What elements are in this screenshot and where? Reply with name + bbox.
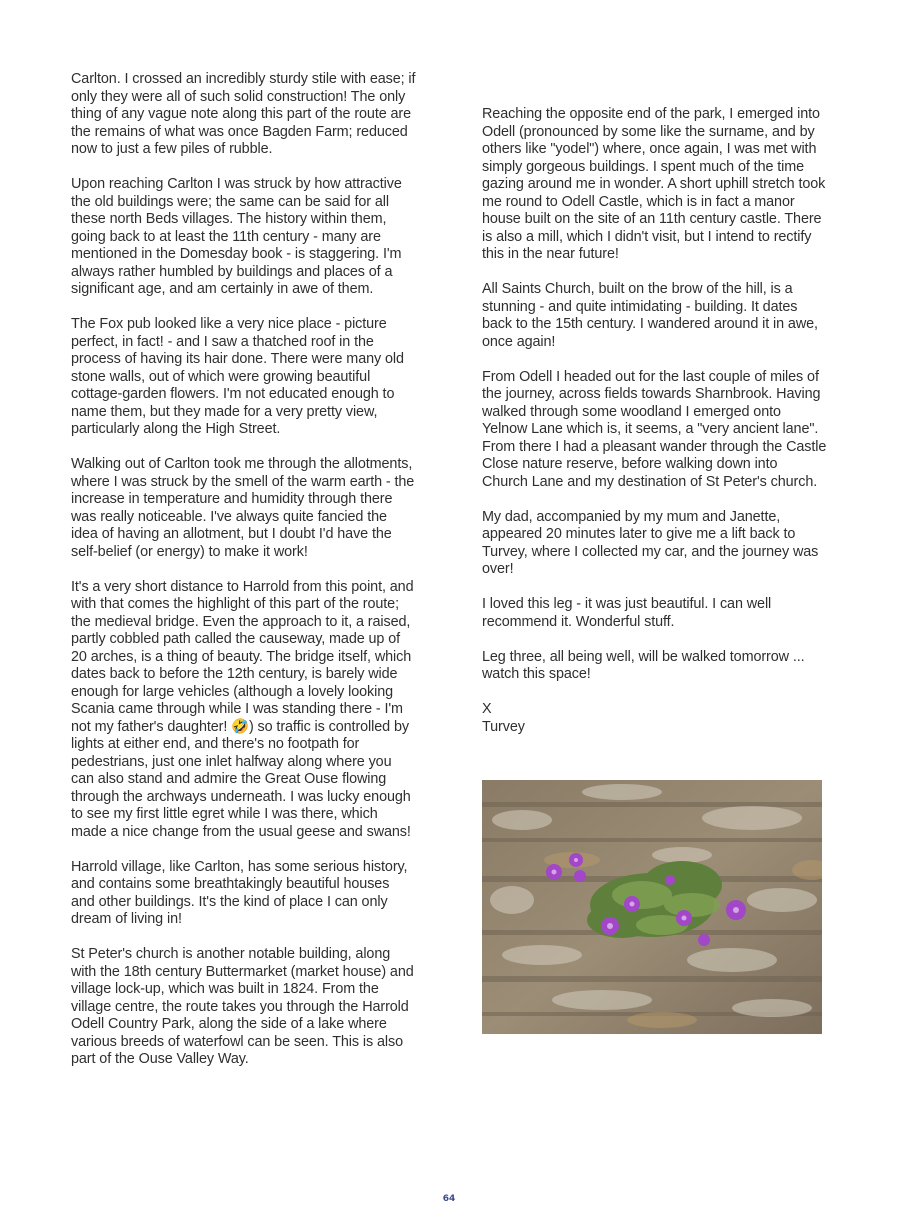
paragraph: Harrold village, like Carlton, has some serious history, and contains some breathtakingly beautiful houses and other buildings. It's the kind of place I can only dream of living in! [71, 858, 408, 927]
stone-wall-flowers-photo [482, 780, 822, 1034]
paragraph: Upon reaching Carlton I was struck by how attractive the old buildings were; the same can be said for all these north Beds villages. The history within them, going back to at least the 11th century - many are mentioned in the Domesday book - is staggering. I'm always rather humbled by buildings and places of a significant age, and am certainly in awe of them. [71, 176, 402, 297]
paragraph: Carlton. I crossed an incredibly sturdy stile with ease; if only they were all of such solid construction! The only thing of any vague note along this part of the route are the remains of what was once Bagden Farm; reduced now to just a few piles of rubble. [71, 71, 416, 157]
paragraph: My dad, accompanied by my mum and Janette, appeared 20 minutes later to give me a lift back to Turvey, where I collected my car, and the journey was over! [482, 508, 819, 577]
paragraph: Walking out of Carlton took me through the allotments, where I was struck by the smell of the warm earth - the increase in temperature and humidity through there was really noticeable. I've always quite fancied the idea of having an allotment, but I doubt I'd have the self-belief (or energy) to make it work! [71, 456, 415, 560]
signoff-place: Turvey [482, 718, 525, 735]
paragraph: It's a very short distance to Harrold from this point, and with that comes the highlight of this part of the route; the medieval bridge. Even the approach to it, a raised, partly cobbled path called the causeway, made up of 20 arches, is a thing of beauty. The bridge itself, which dates back to before the 12th century, is barely wide enough for large vehicles (although a lovely looking Scania came through while I was standing there - I'm not my father's daughter! 🤣) so traffic is controlled by lights at either end, and there's no footpath for pedestrians, just one inlet halfway along where you can also stand and admire the Great Ouse flowing through the archways underneath. I was lucky enough to see my first little egret while I was there, which made a nice change from the usual geese and swans! [71, 578, 414, 840]
right-text-column [482, 106, 827, 736]
paragraph: St Peter's church is another notable building, along with the 18th century Buttermarket (market house) and village lock-up, which was built in 1824. From the village centre, the route takes you through the Harrold Odell Country Park, along the side of a lake where various breeds of waterfowl can be seen. This is also part of the Ouse Valley Way. [71, 946, 414, 1067]
paragraph: The Fox pub looked like a very nice place - picture perfect, in fact! - and I saw a thatched roof in the process of having its hair done. There were many old stone walls, out of which were growing beautiful cottage-garden flowers. I'm not educated enough to name them, but they made for a very pretty view, particularly along the High Street. [71, 316, 404, 437]
paragraph: All Saints Church, built on the brow of the hill, is a stunning - and quite intimidating - building. It dates back to the 15th century. I wandered around it in awe, once again! [482, 281, 818, 350]
paragraph: From Odell I headed out for the last couple of miles of the journey, across fields towards Sharnbrook. Having walked through some woodland I emerged onto Yelnow Lane which is, it seems, a "very ancient lane". From there I had a pleasant wander through the Castle Close nature reserve, before walking down into Church Lane and my destination of St Peter's church. [482, 368, 827, 490]
paragraph: Leg three, all being well, will be walked tomorrow ... watch this space! [482, 648, 805, 682]
left-text-column [71, 71, 416, 1086]
signoff-mark: X [482, 701, 492, 717]
paragraph: I loved this leg - it was just beautiful. I can well recommend it. Wonderful stuff. [482, 596, 772, 630]
paragraph: Reaching the opposite end of the park, I emerged into Odell (pronounced by some like the surname, and by others like "yodel") where, once again, I was met with simply gorgeous buildings. I spent much of the time gazing around me in wonder. A short uphill stretch took me round to Odell Castle, which is in fact a manor house built on the site of an 11th century castle. There is also a mill, which I didn't visit, but I intend to rectify this in the near future! [482, 106, 826, 262]
page-number: 64 [442, 1194, 456, 1204]
